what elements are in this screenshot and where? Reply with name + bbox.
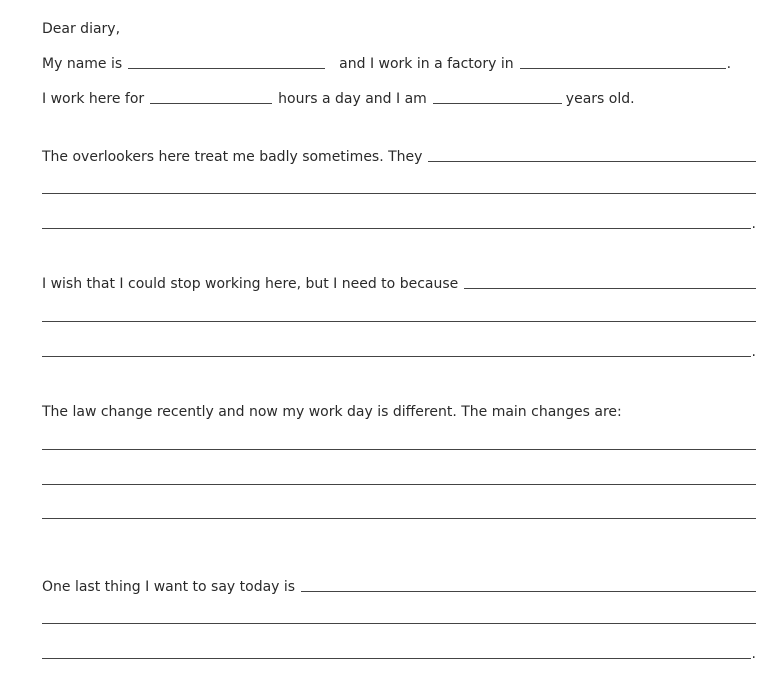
greeting-row xyxy=(42,18,756,38)
overlookers-row xyxy=(42,146,756,166)
wish-period: . xyxy=(751,344,756,360)
years-old-label: years old. xyxy=(565,91,635,107)
hours-row xyxy=(42,88,756,108)
wish-blank-2[interactable] xyxy=(42,321,756,322)
hours-label: I work here for xyxy=(42,91,145,107)
law-line-row-2 xyxy=(42,469,756,489)
last-thing-row xyxy=(42,576,756,596)
wish-line-row xyxy=(42,306,756,326)
last-thing-period: . xyxy=(751,646,756,662)
overlookers-blank-3[interactable] xyxy=(42,228,751,229)
hours-blank[interactable] xyxy=(150,103,272,104)
last-thing-blank-1[interactable] xyxy=(301,591,756,592)
overlookers-period: . xyxy=(751,216,756,232)
overlookers-blank-2[interactable] xyxy=(42,193,756,194)
wish-end-row xyxy=(42,341,756,361)
overlookers-end-row xyxy=(42,213,756,233)
law-blank-1[interactable] xyxy=(42,449,756,450)
last-thing-line-row xyxy=(42,608,756,628)
last-thing-prompt: One last thing I want to say today is xyxy=(42,579,296,595)
factory-location-blank[interactable] xyxy=(520,68,726,69)
age-blank[interactable] xyxy=(433,103,562,104)
overlookers-prompt: The overlookers here treat me badly sometimes. They xyxy=(42,149,423,165)
law-line-row-3 xyxy=(42,503,756,523)
wish-blank-1[interactable] xyxy=(464,288,756,289)
name-blank[interactable] xyxy=(128,68,325,69)
name-row-period: . xyxy=(726,56,732,72)
last-thing-end-row xyxy=(42,643,756,663)
last-thing-blank-2[interactable] xyxy=(42,623,756,624)
last-thing-blank-3[interactable] xyxy=(42,658,751,659)
wish-prompt: I wish that I could stop working here, but I need to because xyxy=(42,276,459,292)
law-row xyxy=(42,401,756,421)
factory-label: and I work in a factory in xyxy=(339,56,514,72)
name-row xyxy=(42,53,756,73)
greeting-text: Dear diary, xyxy=(42,21,121,37)
name-label: My name is xyxy=(42,56,123,72)
law-prompt: The law change recently and now my work day is different. The main changes are: xyxy=(42,404,622,420)
law-blank-2[interactable] xyxy=(42,484,756,485)
law-blank-3[interactable] xyxy=(42,518,756,519)
wish-blank-3[interactable] xyxy=(42,356,751,357)
law-line-row-1 xyxy=(42,434,756,454)
age-label: hours a day and I am xyxy=(278,91,427,107)
overlookers-blank-1[interactable] xyxy=(428,161,756,162)
wish-row xyxy=(42,273,756,293)
overlookers-line-row xyxy=(42,178,756,198)
